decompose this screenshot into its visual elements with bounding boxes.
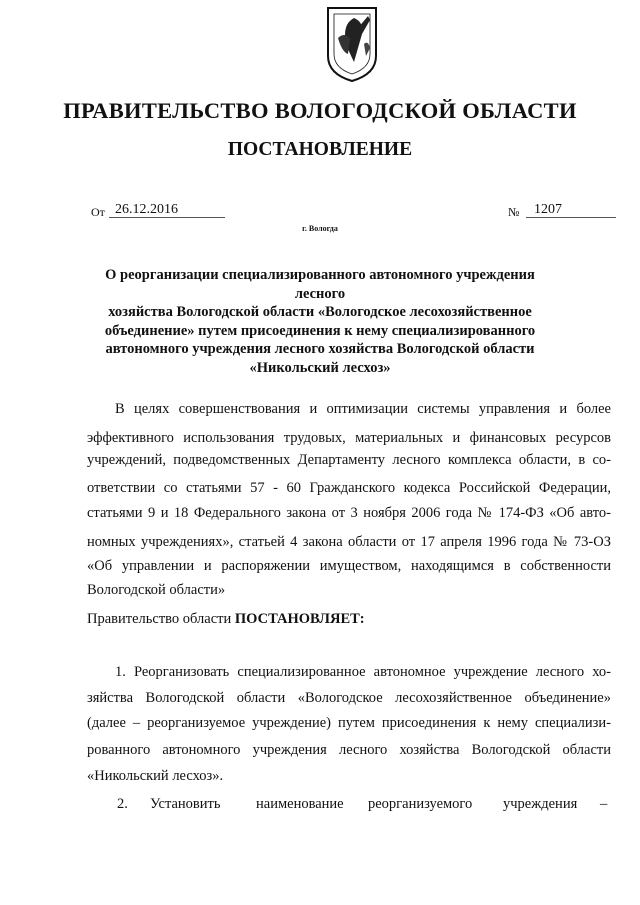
- item-1-line: 1. Реорганизовать специализированное автономное учреждение лесного хо-: [115, 664, 611, 680]
- preamble-line: статьями 9 и 18 Федерального закона от 3 ноября 2006 года № 174-ФЗ «Об авто-: [87, 505, 611, 521]
- subject-line: хозяйства Вологодской области «Вологодское лесохозяйственное: [108, 304, 532, 320]
- date-field: [91, 202, 231, 220]
- subject-line: «Никольский лесхоз»: [249, 359, 391, 376]
- item-2-word: Установить: [150, 796, 221, 812]
- subject-line: О реорганизации специализированного автономного учреждения лесного: [105, 267, 535, 302]
- number-underline: [526, 217, 616, 218]
- document-type: ПОСТАНОВЛЕНИЕ: [227, 139, 413, 160]
- item-1-line: рованного автономного учреждения лесного хозяйства Вологодской области: [87, 742, 611, 758]
- item-1-line: «Никольский лесхоз».: [87, 768, 224, 784]
- item-1-line: зяйства Вологодской области «Вологодское лесохозяйственное объединение»: [87, 690, 611, 706]
- government-title: ПРАВИТЕЛЬСТВО ВОЛОГОДСКОЙ ОБЛАСТИ: [63, 98, 577, 123]
- date-underline: [109, 217, 225, 218]
- date-value: 26.12.2016: [115, 202, 178, 217]
- number-label: №: [508, 205, 520, 219]
- item-2-word: наименование: [256, 796, 344, 812]
- subject-line: объединение» путем присоединения к нему специализированного: [104, 322, 536, 339]
- coat-of-arms-icon: [324, 4, 380, 84]
- preamble-line: эффективного использования трудовых, материальных и финансовых ресурсов: [87, 430, 611, 446]
- item-2-word: учреждения: [503, 796, 578, 812]
- preamble-line: Вологодской области»: [87, 582, 226, 598]
- from-label: От: [91, 205, 105, 219]
- number-field: [508, 202, 618, 220]
- city-name: г. Вологда: [302, 224, 338, 233]
- preamble-line: В целях совершенствования и оптимизации системы управления и более: [115, 401, 611, 417]
- preamble-line: ответствии со статьями 57 - 60 Гражданского кодекса Российской Федерации,: [87, 480, 611, 496]
- preamble-line: «Об управлении и распоряжении имуществом, находящимся в собственности: [87, 558, 611, 574]
- item-1-line: (далее – реорганизуемое учреждение) путем присоединения к нему специализи-: [87, 715, 611, 731]
- preamble-line: учреждений, подведомственных Департаменту лесного комплекса области, в со-: [87, 452, 611, 468]
- item-2-word: 2.: [117, 796, 128, 812]
- subject-line: автономного учреждения лесного хозяйства Вологодской области: [105, 341, 535, 357]
- document-subject: [80, 266, 560, 377]
- item-2-word: реорганизуемого: [368, 796, 473, 812]
- item-2-word: –: [600, 796, 608, 812]
- number-value: 1207: [534, 202, 562, 217]
- decree-statement: [87, 611, 365, 628]
- decree-verb: ПОСТАНОВЛЯЕТ:: [234, 611, 365, 627]
- preamble-line: номных учреждениях», статьей 4 закона области от 17 апреля 1996 года № 73-ОЗ: [87, 534, 611, 550]
- decree-prefix: Правительство области: [87, 611, 232, 627]
